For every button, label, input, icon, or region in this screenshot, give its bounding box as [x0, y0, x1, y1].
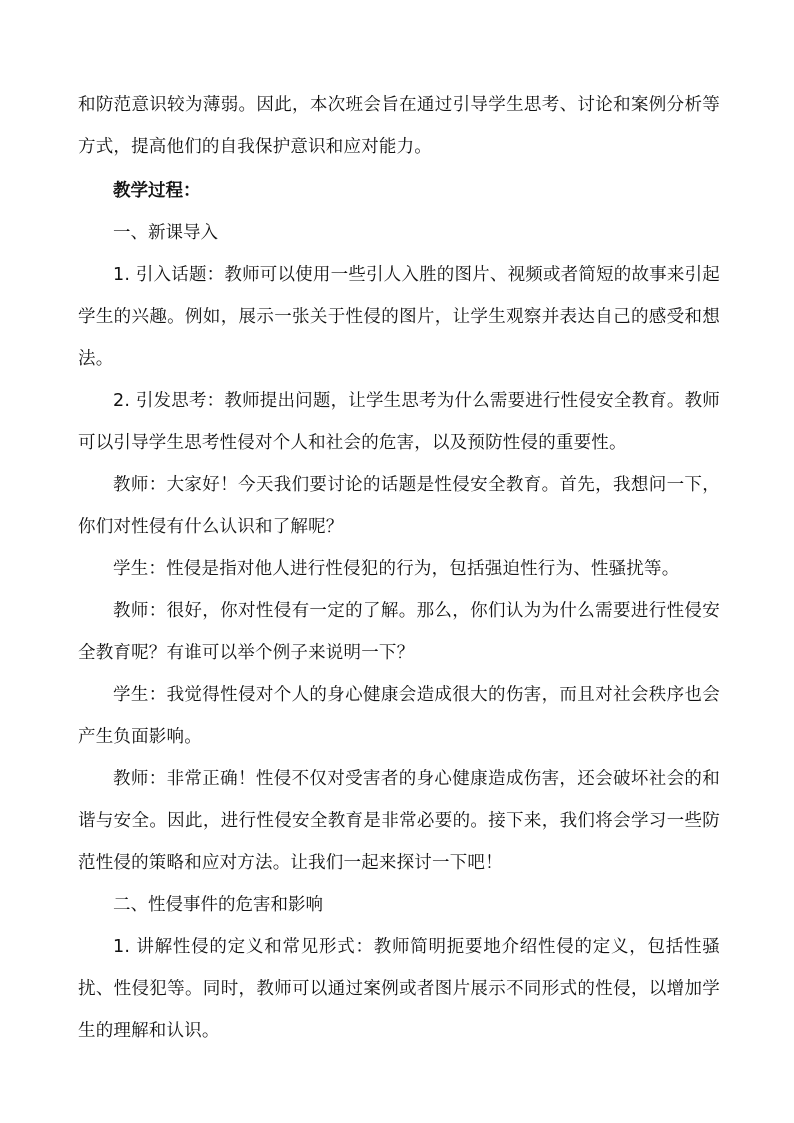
heading-teaching-process: 教学过程：: [113, 181, 201, 201]
dialogue-teacher-3: 教师：非常正确！性侵不仅对受害者的身心健康造成伤害，还会破坏社会的和谐与安全。因此，进行性侵安全教育是非常必要的。接下来，我们将会学习一些防范性侵的策略和应对方法。让我们一起来探讨一下吧！: [78, 769, 720, 873]
document-page: [78, 84, 720, 1052]
section-title-harm-impact: 二、性侵事件的危害和影响: [113, 895, 323, 915]
dialogue-teacher-2: 教师：很好，你对性侵有一定的了解。那么，你们认为为什么需要进行性侵安全教育呢？有谁可以举个例子来说明一下？: [78, 601, 720, 663]
item-introduce-topic: 1. 引入话题：教师可以使用一些引人入胜的图片、视频或者简短的故事来引起学生的兴趣。例如，展示一张关于性侵的图片，让学生观察并表达自己的感受和想法。: [78, 265, 720, 369]
dialogue-teacher-1: 教师：大家好！今天我们要讨论的话题是性侵安全教育。首先，我想问一下，你们对性侵有什么认识和了解呢？: [78, 475, 720, 537]
dialogue-student-2: 学生：我觉得性侵对个人的身心健康会造成很大的伤害，而且对社会秩序也会产生负面影响。: [78, 685, 720, 747]
item-prompt-thinking: 2. 引发思考：教师提出问题，让学生思考为什么需要进行性侵安全教育。教师可以引导学生思考性侵对个人和社会的危害，以及预防性侵的重要性。: [78, 391, 720, 453]
dialogue-student-1: 学生：性侵是指对他人进行性侵犯的行为，包括强迫性行为、性骚扰等。: [113, 559, 680, 579]
item-definition-forms: 1. 讲解性侵的定义和常见形式：教师简明扼要地介绍性侵的定义，包括性骚扰、性侵犯等。同时，教师可以通过案例或者图片展示不同形式的性侵，以增加学生的理解和认识。: [78, 937, 720, 1041]
intro-paragraph: 和防范意识较为薄弱。因此，本次班会旨在通过引导学生思考、讨论和案例分析等方式，提高他们的自我保护意识和应对能力。: [78, 95, 720, 157]
section-title-new-lesson: 一、新课导入: [113, 223, 218, 243]
